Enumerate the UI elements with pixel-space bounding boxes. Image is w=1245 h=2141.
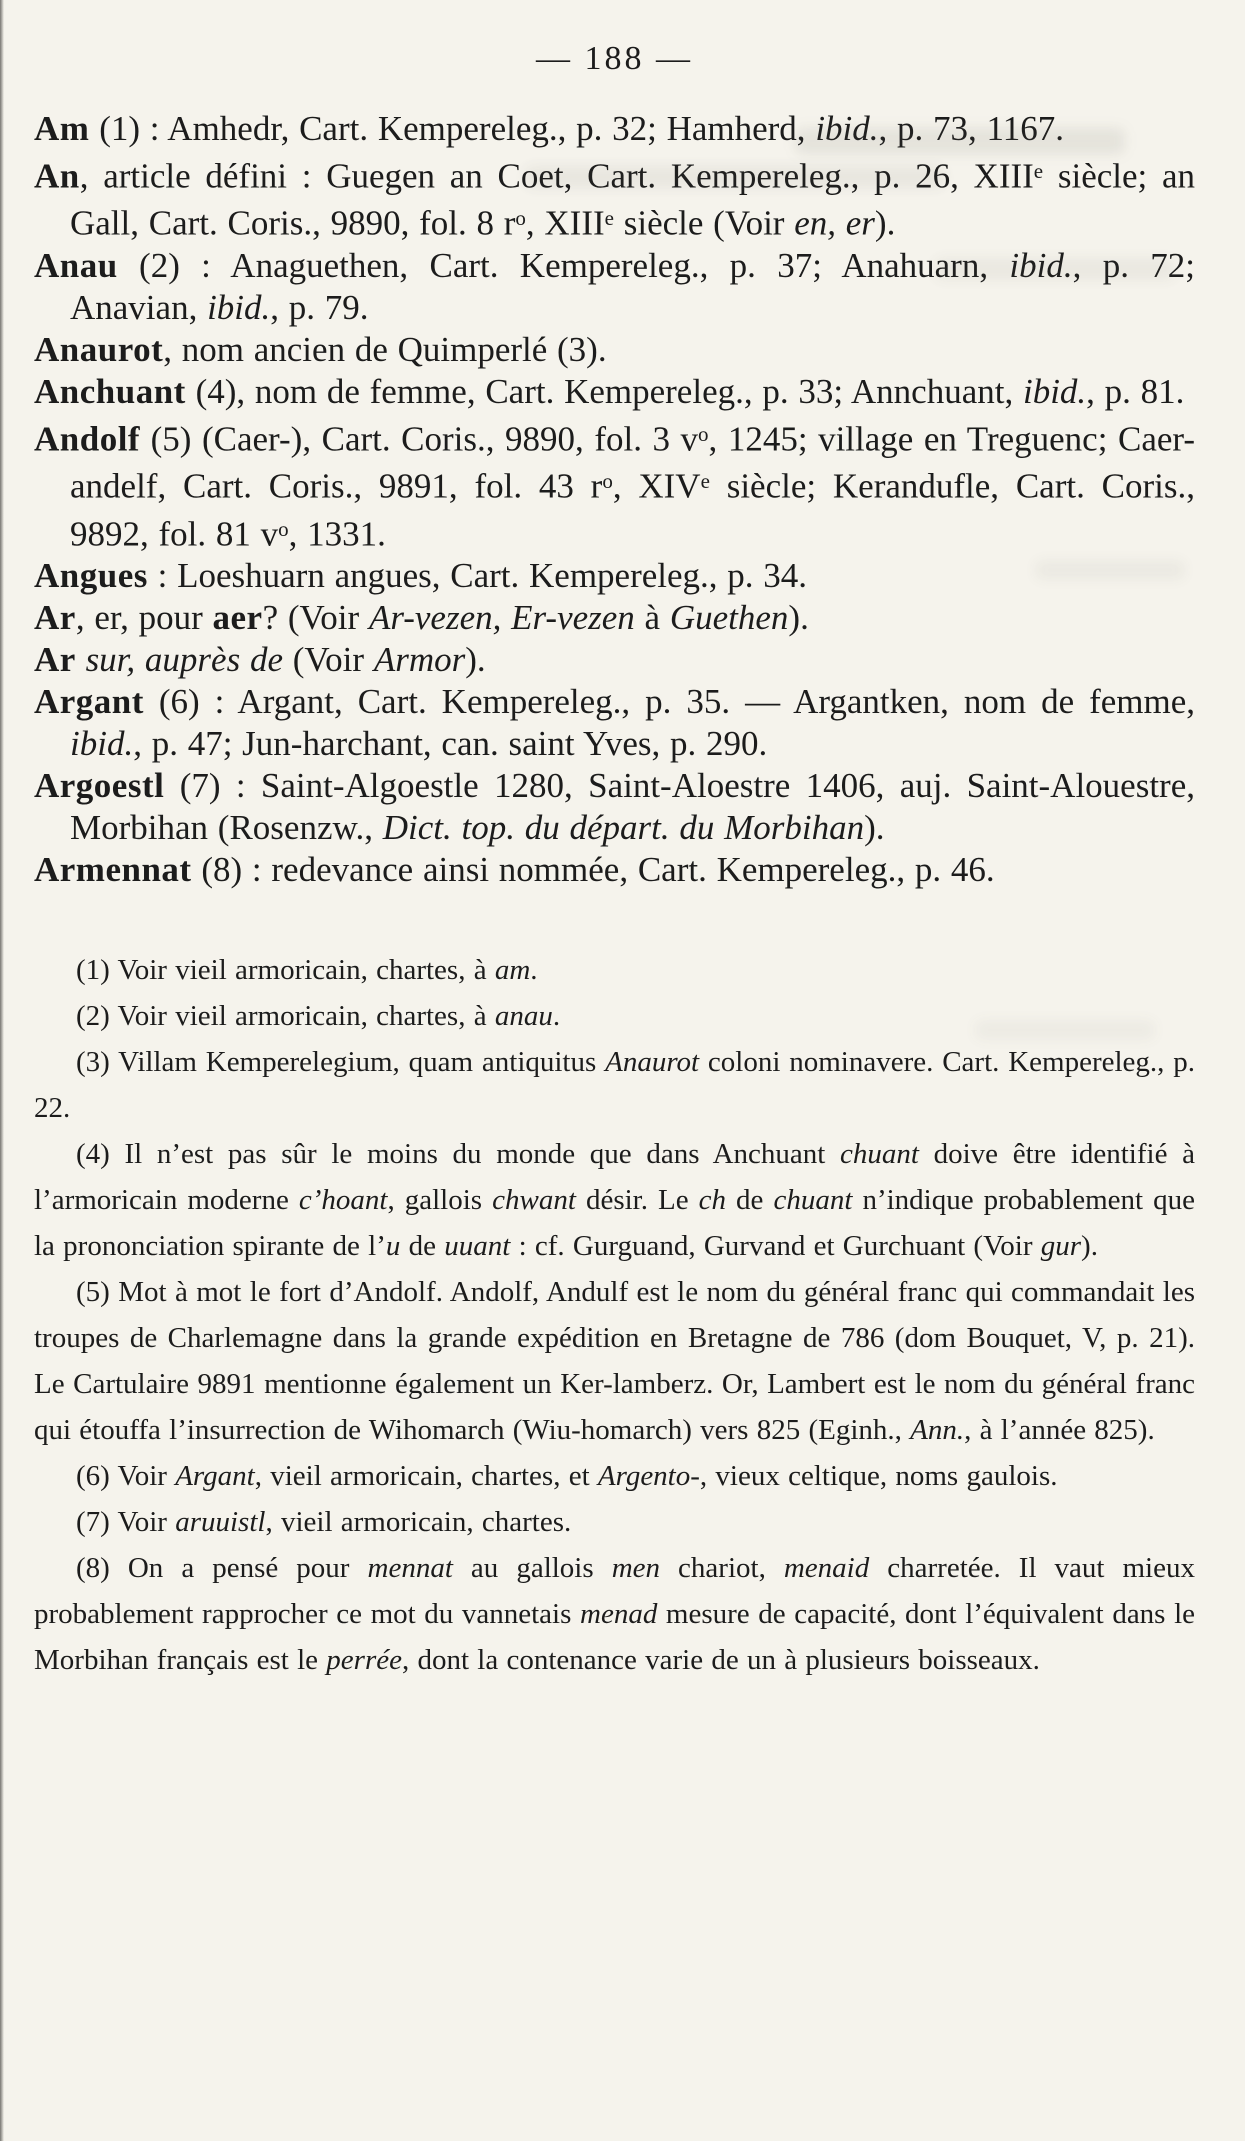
dictionary-entry: Argoestl (7) : Saint-Algoestle 1280, Saint-Aloestre 1406, auj. Saint-Alouestre, Morbihan (Rosenzw., Dict. top. du départ. du Morbihan). — [34, 766, 1195, 848]
dictionary-entry: Anau (2) : Anaguethen, Cart. Kempereleg., p. 37; Anahuarn, ibid., p. 72; Anavian, ibid., p. 79. — [34, 245, 1195, 327]
footnote: (2) Voir vieil armoricain, chartes, à anau. — [76, 1000, 561, 1033]
scan-edge-line — [0, 0, 4, 2141]
footnote: (7) Voir aruuistl, vieil armoricain, chartes. — [76, 1506, 572, 1539]
dictionary-entry: An, article défini : Guegen an Coet, Cart. Kempereleg., p. 26, XIIIe siècle; an Gall, Cart. Coris., 9890, fol. 8 $r^o$, XIIIe siècle (Voir en, er). — [34, 156, 1196, 243]
dictionary-entry: Anchuant (4), nom de femme, Cart. Kempereleg., p. 33; Annchuant, ibid., p. 81. — [34, 371, 1185, 411]
dictionary-entry: Angues : Loeshuarn angues, Cart. Kempereleg., p. 34. — [34, 556, 808, 596]
dictionary-entry: Ar, er, pour aer? (Voir Ar-vezen, Er-vezen à Guethen). — [34, 598, 809, 638]
dictionary-entry: Armennat (8) : redevance ainsi nommée, Cart. Kempereleg., p. 46. — [34, 850, 995, 890]
footnote: (4) Il n’est pas sûr le moins du monde que dans Anchuant chuant doive être identifié à l’armoricain moderne c’hoant, gallois chwant désir. Le ch de chuant n’indique probablement que la prononciation spirante de l’u de uuant : cf. Gurguand, Gurvand et Gurchuant (Voir gur). — [34, 1138, 1195, 1263]
footnote: (1) Voir vieil armoricain, chartes, à am. — [76, 954, 538, 987]
dictionary-entry: Argant (6) : Argant, Cart. Kempereleg., p. 35. — Argantken, nom de femme, ibid., p. 47; Jun-harchant, can. saint Yves, p. 290. — [34, 682, 1195, 764]
dictionary-entry: Ar sur, auprès de (Voir Armor). — [34, 640, 486, 680]
footnote: (8) On a pensé pour mennat au gallois men chariot, menaid charretée. Il vaut mieux probablement rapprocher ce mot du vannetais menad mesure de capacité, dont l’équivalent dans le Morbihan français est le perrée, dont la contenance varie de un à plusieurs boisseaux. — [34, 1552, 1195, 1677]
footnotes-section — [34, 947, 1195, 1683]
footnote: (3) Villam Kemperelegium, quam antiquitus Anaurot coloni nominavere. Cart. Kempereleg., p. 22. — [34, 1046, 1195, 1125]
footnote: (5) Mot à mot le fort d’Andolf. Andolf, Andulf est le nom du général franc qui commandait les troupes de Charlemagne dans la grande expédition en Bretagne de 786 (dom Bouquet, V, p. 21). Le Cartulaire 9891 mentionne également un Ker-lamberz. Or, Lambert est le nom du général franc qui étouffa l’insurrection de Wihomarch (Wiu-homarch) vers 825 (Eginh., Ann., à l’année 825). — [34, 1276, 1195, 1447]
dictionary-entry: Anaurot, nom ancien de Quimperlé (3). — [34, 329, 607, 369]
footnote: (6) Voir Argant, vieil armoricain, chartes, et Argento-, vieux celtique, noms gaulois. — [76, 1460, 1058, 1493]
dictionary-entry: Andolf (5) (Caer-), Cart. Coris., 9890, fol. 3 $v^o$, 1245; village en Treguenc; Caer-andelf, Cart. Coris., 9891, fol. 43 $r^o$, XIVe siècle; Kerandufle, Cart. Coris., 9892, fol. 81 $v^o$, 1331. — [34, 419, 1195, 554]
entries-section — [34, 108, 1195, 891]
page-number: — 188 — — [536, 40, 693, 77]
dictionary-entry: Am (1) : Amhedr, Cart. Kempereleg., p. 32; Hamherd, ibid., p. 73, 1167. — [34, 109, 1064, 148]
